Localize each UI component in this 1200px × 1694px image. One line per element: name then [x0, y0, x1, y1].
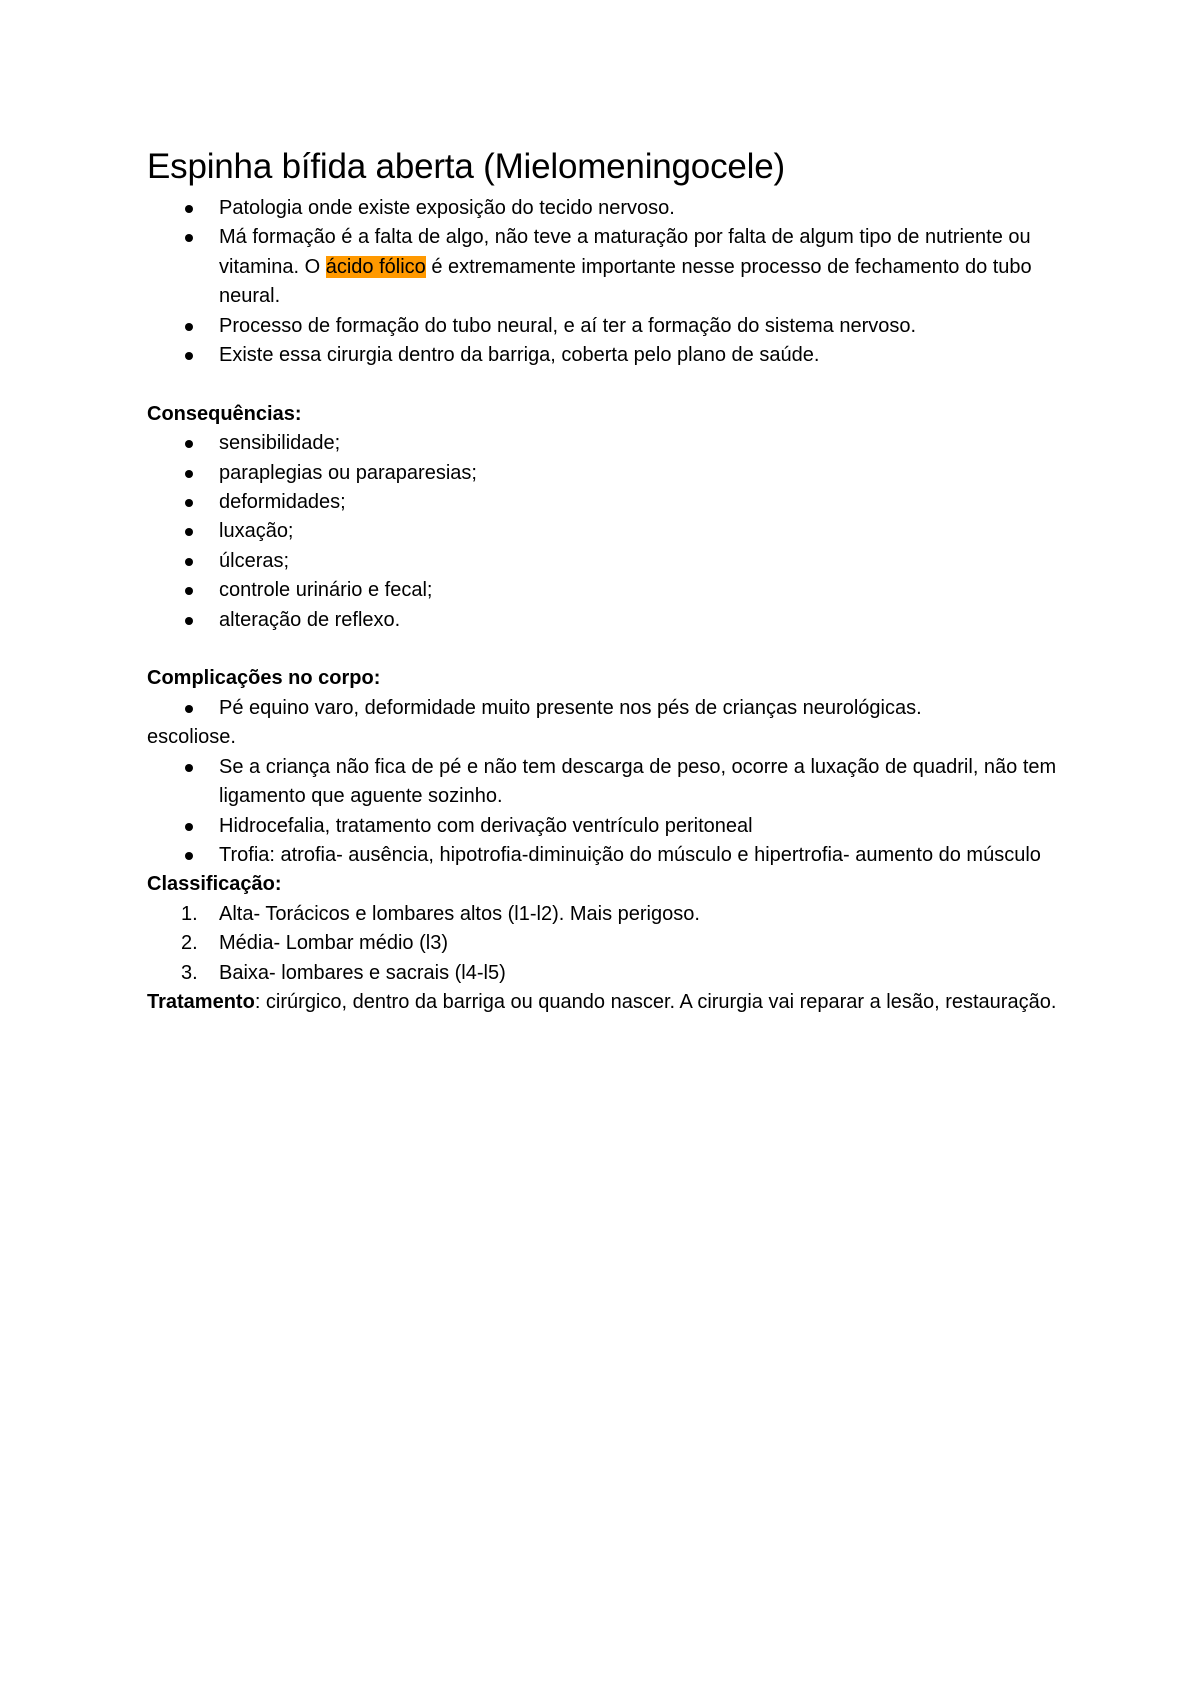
list-number: 2. — [181, 932, 198, 955]
page-title: Espinha bífida aberta (Mielomeningocele) — [147, 147, 785, 186]
list-item: controle urinário e fecal; — [147, 576, 1067, 605]
list-item: Hidrocefalia, tratamento com derivação ventrículo peritoneal — [147, 812, 1067, 841]
list-item: paraplegias ou paraparesias; — [147, 459, 1067, 488]
list-item: Trofia: atrofia- ausência, hipotrofia-diminuição do músculo e hipertrofia- aumento do músculo — [147, 841, 1067, 870]
spacer — [147, 370, 1067, 399]
spacer — [147, 635, 1067, 664]
complicacoes-heading: Complicações no corpo: — [147, 667, 381, 690]
list-item — [147, 194, 1067, 223]
tratamento-text: : cirúrgico, dentro da barriga ou quando nascer. A cirurgia vai reparar a lesão, restauração. — [254, 990, 1057, 1013]
list-item-text: Média- Lombar médio (l3) — [219, 932, 448, 955]
list-item: luxação; — [147, 517, 1067, 546]
numbered-list-item — [147, 929, 1067, 958]
list-item — [147, 341, 1067, 370]
list-item-text: Alta- Torácicos e lombares altos (l1-l2). Mais perigoso. — [219, 902, 700, 925]
list-item-text: Existe essa cirurgia dentro da barriga, coberta pelo plano de saúde. — [219, 344, 820, 367]
list-item-text: Patologia onde existe exposição do tecido nervoso. — [219, 197, 675, 219]
list-item-text: Má formação é a falta de algo, não teve a maturação por falta de algum tipo de nutriente ou vitamina. O — [219, 226, 1031, 278]
classificacao-list — [147, 900, 1067, 988]
list-number: 1. — [181, 902, 198, 925]
highlighted-text: ácido fólico — [325, 255, 426, 278]
list-item: sensibilidade; — [147, 429, 1067, 458]
list-item: Se a criança não fica de pé e não tem descarga de peso, ocorre a luxação de quadril, não tem ligamento que aguente sozinho. — [147, 753, 1067, 812]
continuation-text: escoliose. — [147, 726, 236, 749]
list-item — [147, 312, 1067, 341]
list-item-text: Processo de formação do tubo neural, e aí ter a formação do sistema nervoso. — [219, 314, 917, 337]
consequencias-heading: Consequências: — [147, 402, 302, 425]
consequencias-list — [147, 429, 1067, 635]
list-number: 3. — [181, 961, 198, 984]
list-item: alteração de reflexo. — [147, 606, 1067, 635]
numbered-list-item — [147, 959, 1067, 988]
list-item: Pé equino varo, deformidade muito presente nos pés de crianças neurológicas. — [147, 694, 1067, 723]
complicacoes-list-a — [147, 694, 1067, 723]
list-item-text: Baixa- lombares e sacrais (l4-l5) — [219, 961, 506, 984]
classificacao-heading: Classificação: — [147, 873, 282, 896]
list-item-text: é extremamente importante nesse processo de fechamento do tubo neural. — [219, 255, 1032, 308]
numbered-list-item — [147, 900, 1067, 929]
tratamento-paragraph — [147, 988, 1067, 1017]
list-item — [147, 223, 1067, 311]
list-item: úlceras; — [147, 547, 1067, 576]
intro-bullet-list — [147, 194, 1067, 370]
document-page — [147, 142, 1067, 1017]
complicacoes-list-b — [147, 753, 1067, 871]
list-item: deformidades; — [147, 488, 1067, 517]
tratamento-label: Tratamento — [147, 990, 255, 1013]
